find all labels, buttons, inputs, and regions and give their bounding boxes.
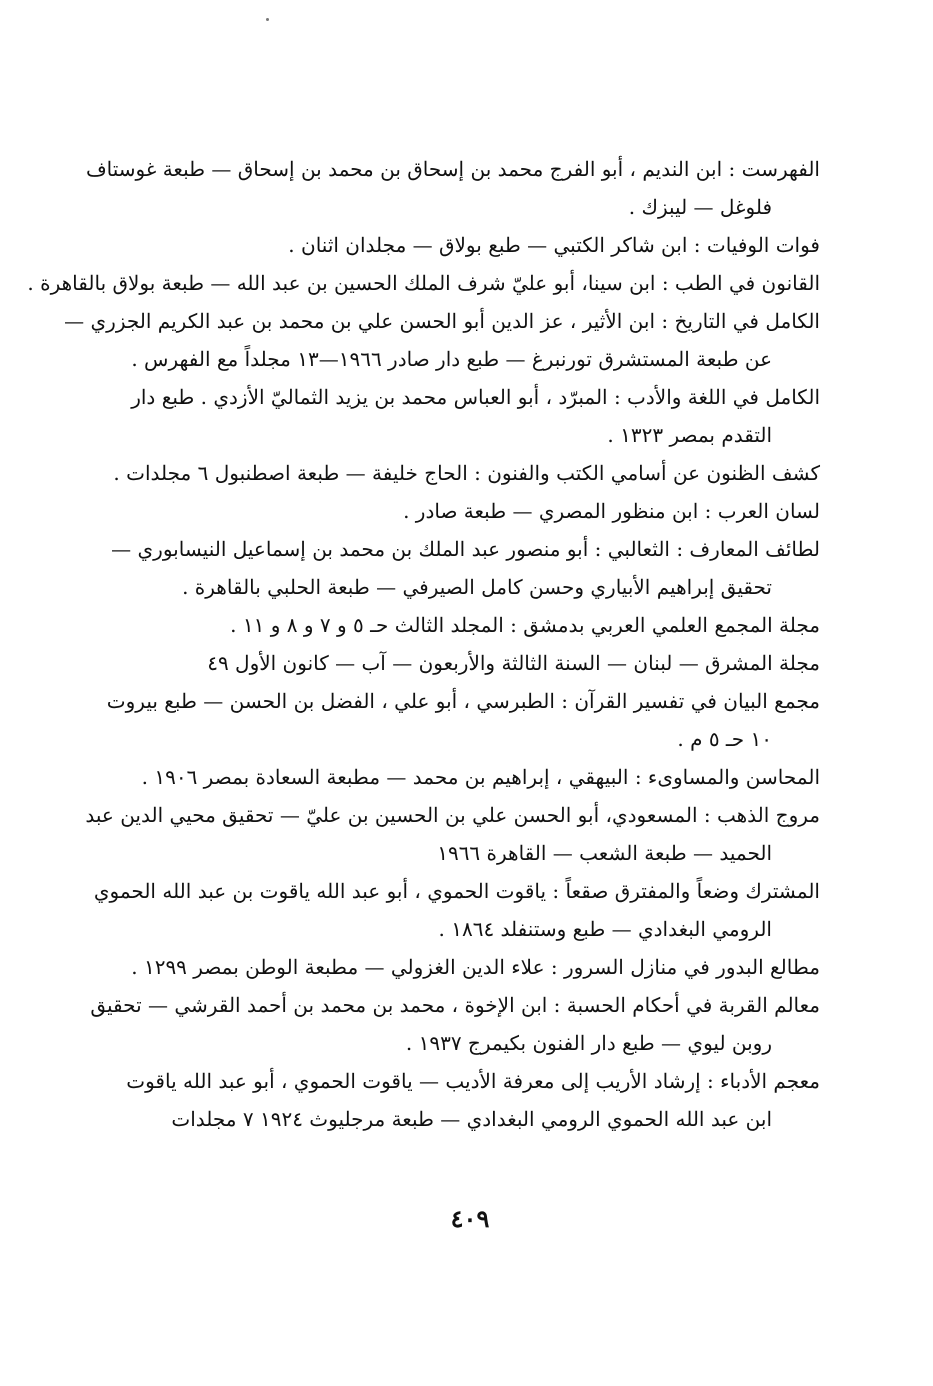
- page-number: ٤٠٩: [450, 1204, 490, 1233]
- bibliography-line-continuation: ابن عبد الله الحموي الرومي البغدادي — طبعة مرجليوث ١٩٢٤ ٧ مجلدات: [171, 1107, 772, 1131]
- bibliography-line: فوات الوفيات : ابن شاكر الكتبي — طبع بولاق — مجلدان اثنان .: [288, 233, 820, 257]
- bibliography-line: مجمع البيان في تفسير القرآن : الطبرسي ، أبو علي ، الفضل بن الحسن — طبع بيروت: [106, 689, 820, 713]
- bibliography-line: كشف الظنون عن أسامي الكتب والفنون : الحاج خليفة — طبعة اصطنبول ٦ مجلدات .: [113, 461, 820, 485]
- scan-speck: [266, 18, 269, 21]
- bibliography-list: [27, 150, 820, 1138]
- bibliography-line: مطالع البدور في منازل السرور : علاء الدين الغزولي — مطبعة الوطن بمصر ١٢٩٩ .: [131, 955, 820, 979]
- bibliography-line-continuation: فلوغل — ليبزك .: [628, 195, 772, 219]
- bibliography-line-continuation: ١٠ حـ ٥ م .: [677, 727, 772, 751]
- bibliography-line: مجلة المجمع العلمي العربي بدمشق : المجلد الثالث حـ ٥ و ٧ و ٨ و ١١ .: [230, 613, 820, 637]
- bibliography-line: لطائف المعارف : الثعالبي : أبو منصور عبد الملك بن محمد بن إسماعيل النيسابوري —: [111, 537, 820, 561]
- bibliography-line-continuation: الرومي البغدادي — طبع وستنفلد ١٨٦٤ .: [438, 917, 772, 941]
- bibliography-line: القانون في الطب : ابن سينا، أبو عليّ شرف الملك الحسين بن عبد الله — طبعة بولاق بالقاهرة .: [27, 271, 820, 295]
- bibliography-line-continuation: تحقيق إبراهيم الأبياري وحسن كامل الصيرفي — طبعة الحلبي بالقاهرة .: [182, 575, 772, 599]
- bibliography-line: مروج الذهب : المسعودي، أبو الحسن علي بن الحسين بن عليّ — تحقيق محيي الدين عبد: [85, 803, 820, 827]
- bibliography-line: المشترك وضعاً والمفترق صقعاً : ياقوت الحموي ، أبو عبد الله ياقوت بن عبد الله الحموي: [93, 879, 820, 903]
- bibliography-line: مجلة المشرق — لبنان — السنة الثالثة والأربعون — آب — كانون الأول ٤٩: [207, 651, 820, 675]
- bibliography-line: لسان العرب : ابن منظور المصري — طبعة صادر .: [403, 499, 820, 523]
- bibliography-line-continuation: الحميد — طبعة الشعب — القاهرة ١٩٦٦: [437, 841, 772, 865]
- bibliography-line: معجم الأدباء : إرشاد الأريب إلى معرفة الأديب — ياقوت الحموي ، أبو عبد الله ياقوت: [126, 1069, 820, 1093]
- bibliography-line: معالم القربة في أحكام الحسبة : ابن الإخوة ، محمد بن محمد بن أحمد القرشي — تحقيق: [90, 993, 820, 1017]
- bibliography-line: الكامل في اللغة والأدب : المبرّد ، أبو العباس محمد بن يزيد الثماليّ الأزدي . طبع دار: [131, 385, 820, 409]
- bibliography-line: الفهرست : ابن النديم ، أبو الفرج محمد بن إسحاق بن محمد بن إسحاق — طبعة غوستاف: [85, 157, 820, 181]
- bibliography-line-continuation: عن طبعة المستشرق تورنبرغ — طبع دار صادر ١٩٦٦—١٣ مجلداً مع الفهرس .: [131, 347, 772, 371]
- bibliography-line-continuation: روبن ليوي — طبع دار الفنون بكيمرج ١٩٣٧ .: [405, 1031, 772, 1055]
- bibliography-line: المحاسن والمساوىء : البيهقي ، إبراهيم بن محمد — مطبعة السعادة بمصر ١٩٠٦ .: [141, 765, 820, 789]
- bibliography-line: الكامل في التاريخ : ابن الأثير ، عز الدين أبو الحسن علي بن محمد بن عبد الكريم الجزري —: [64, 309, 820, 333]
- bibliography-line-continuation: التقدم بمصر ١٣٢٣ .: [607, 423, 772, 447]
